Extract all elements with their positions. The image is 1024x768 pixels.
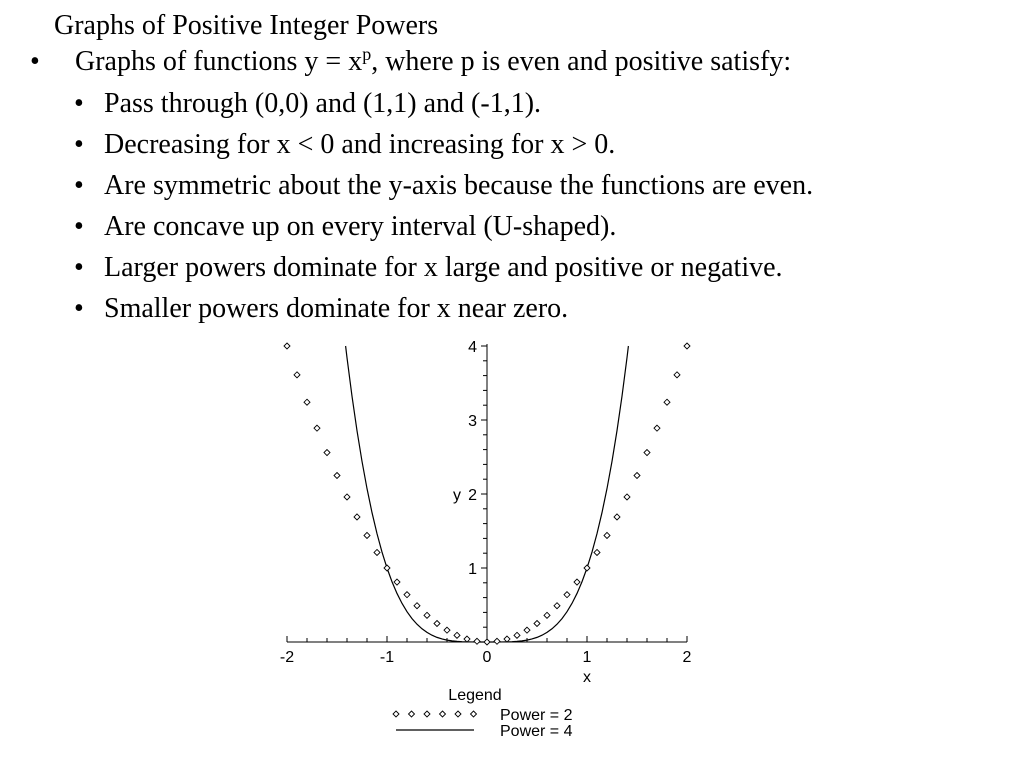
- power-2-point: [544, 612, 550, 618]
- power-2-point: [334, 473, 340, 479]
- power-2-point: [384, 565, 390, 571]
- power-2-point: [534, 621, 540, 627]
- sub-bullet-text: Decreasing for x < 0 and increasing for x > 0.: [104, 129, 616, 160]
- legend-power-4-label: Power = 4: [500, 723, 573, 740]
- power-2-point: [614, 514, 620, 520]
- sub-bullet-text: Larger powers dominate for x large and positive or negative.: [104, 252, 783, 283]
- legend-power-2-marker: [455, 711, 461, 717]
- x-tick-label: 0: [482, 649, 492, 666]
- power-2-point: [554, 603, 560, 609]
- power-2-point: [404, 592, 410, 598]
- power-2-point: [584, 565, 590, 571]
- power-2-point: [684, 343, 690, 349]
- slide-title: Graphs of Positive Integer Powers: [54, 10, 439, 41]
- sub-bullet-marker: •: [74, 129, 84, 160]
- power-2-point: [304, 399, 310, 405]
- sub-bullet-marker: •: [74, 211, 84, 242]
- power-2-point: [574, 579, 580, 585]
- sub-bullet-marker: •: [74, 170, 84, 201]
- power-2-point: [494, 638, 500, 644]
- power-2-point: [664, 399, 670, 405]
- power-2-point: [354, 514, 360, 520]
- x-tick-label: 1: [582, 649, 592, 666]
- main-bullet-prefix: Graphs of functions y = x: [75, 46, 363, 77]
- main-bullet-superscript: p: [362, 44, 372, 64]
- power-2-point: [564, 592, 570, 598]
- power-2-point: [674, 372, 680, 378]
- y-tick-label: 1: [468, 561, 477, 578]
- power-2-point: [394, 579, 400, 585]
- power-2-point: [604, 532, 610, 538]
- plot-svg: [262, 334, 722, 746]
- sub-bullet-marker: •: [74, 293, 84, 324]
- x-tick-label: -1: [379, 649, 395, 666]
- sub-bullet-text: Pass through (0,0) and (1,1) and (-1,1).: [104, 88, 542, 119]
- main-bullet-marker: •: [30, 46, 40, 77]
- legend-power-2-marker: [471, 711, 477, 717]
- x-axis-label: x: [583, 669, 591, 686]
- power-2-point: [464, 636, 470, 642]
- power-2-point: [424, 612, 430, 618]
- power-2-point: [504, 636, 510, 642]
- legend-title: Legend: [448, 687, 502, 704]
- power-2-point: [314, 425, 320, 431]
- x-tick-label: -2: [279, 649, 295, 666]
- legend-power-2-marker: [424, 711, 430, 717]
- sub-bullet-text: Smaller powers dominate for x near zero.: [104, 293, 569, 324]
- y-tick-label: 3: [468, 413, 477, 430]
- legend-power-2-marker: [440, 711, 446, 717]
- power-2-point: [524, 627, 530, 633]
- power-2-point: [444, 627, 450, 633]
- power-2-point: [414, 603, 420, 609]
- power-2-point: [594, 549, 600, 555]
- power-2-point: [324, 450, 330, 456]
- power-2-point: [454, 632, 460, 638]
- x-tick-label: 2: [682, 649, 692, 666]
- power-2-point: [654, 425, 660, 431]
- y-tick-label: 2: [468, 487, 477, 504]
- power-2-point: [364, 532, 370, 538]
- main-bullet-text: [75, 44, 791, 80]
- power-2-point: [624, 494, 630, 500]
- power-function-plot: [262, 334, 722, 746]
- power-2-point: [474, 638, 480, 644]
- legend-power-2-marker: [409, 711, 415, 717]
- legend-power-2-label: Power = 2: [500, 707, 573, 724]
- power-2-point: [634, 473, 640, 479]
- power-2-point: [294, 372, 300, 378]
- main-bullet-suffix: , where p is even and positive satisfy:: [371, 46, 792, 77]
- power-2-point: [344, 494, 350, 500]
- y-axis-label: y: [453, 487, 461, 504]
- sub-bullet-marker: •: [74, 88, 84, 119]
- y-tick-label: 4: [468, 339, 477, 356]
- power-2-point: [284, 343, 290, 349]
- power-2-point: [484, 639, 490, 645]
- sub-bullet-text: Are concave up on every interval (U-shaped).: [104, 211, 617, 242]
- sub-bullet-text: Are symmetric about the y-axis because the functions are even.: [104, 170, 814, 201]
- power-2-point: [644, 450, 650, 456]
- power-2-point: [434, 621, 440, 627]
- power-2-point: [514, 632, 520, 638]
- sub-bullet-marker: •: [74, 252, 84, 283]
- power-2-point: [374, 549, 380, 555]
- legend-power-2-marker: [393, 711, 399, 717]
